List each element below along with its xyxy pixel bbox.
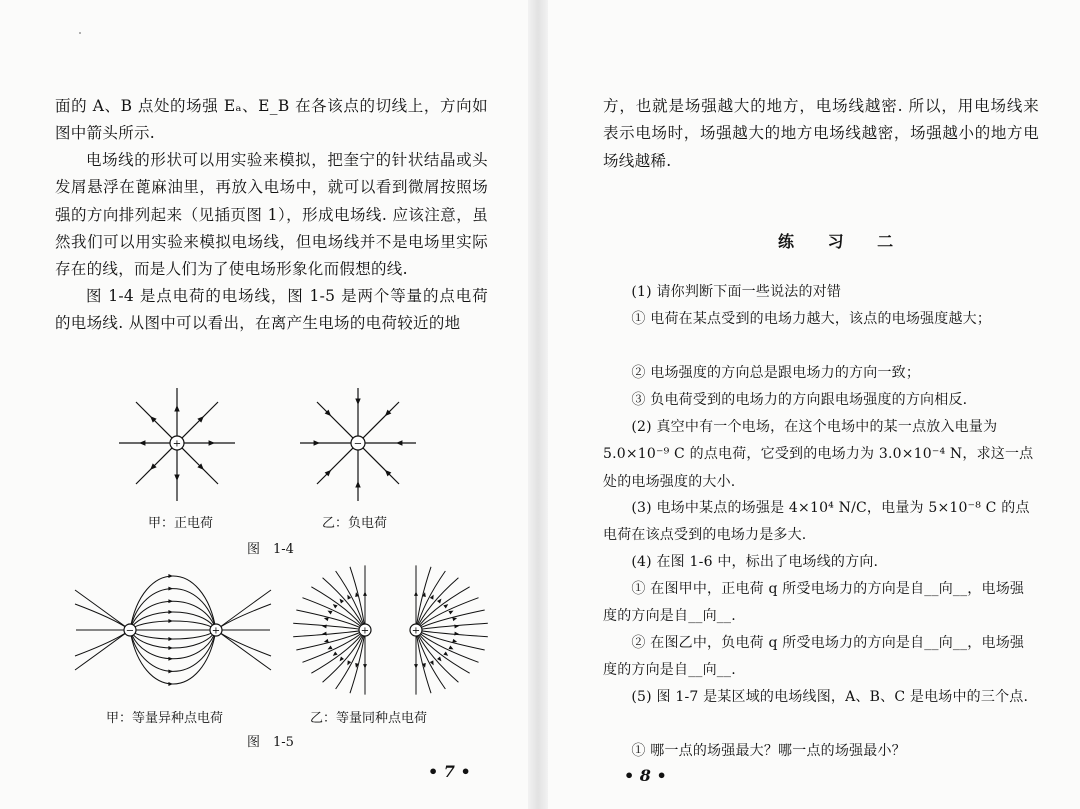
field-arrowhead <box>355 399 360 405</box>
field-arrowhead <box>340 657 344 662</box>
field-arrowhead <box>314 440 320 445</box>
field-arrowhead <box>324 639 329 643</box>
exercise-item: (5) 图 1-7 是某区域的电场线图，A、B、C 是电场中的三个点. <box>603 689 1029 705</box>
field-line <box>130 601 216 630</box>
field-arrowhead <box>355 481 360 487</box>
field-arrowhead <box>168 646 173 650</box>
left-paragraph-3: 图 1-4 是点电荷的电场线，图 1-5 是两个等量的点电荷的电场线. 从图中可以看出，在离产生电场的电荷较近的地 <box>55 287 488 333</box>
field-line <box>75 630 130 670</box>
field-arrowhead <box>333 604 338 608</box>
field-line <box>416 623 488 630</box>
right-paragraph-1: 方，也就是场强越大的地方，电场线越密. 所以，用电场线来表示电场时，场强越大的地方电场线越密，场强越小的地方电场线越稀. <box>603 97 1039 170</box>
field-line <box>293 630 365 637</box>
figure-1-5-caption-b: 乙：等量同种点电荷 <box>310 711 428 726</box>
charge-sign: + <box>211 625 221 637</box>
field-arrowhead <box>324 617 329 621</box>
field-arrowhead <box>168 619 173 623</box>
dipole-field <box>75 574 271 686</box>
exercise-item: (2) 真空中有一个电场，在这个电场中的某一点放入电量为 5.0×10⁻⁹ C 的点电荷，它受到的电场力为 3.0×10⁻⁴ N，求这一点处的电场强度的大小. <box>603 419 1034 490</box>
exercise-item: ① 在图甲中，正电荷 q 所受电场力的方向是自__向__，电场强度的方向是自__向__. <box>603 581 1025 625</box>
field-arrowhead <box>168 682 173 686</box>
field-arrowhead <box>209 440 215 445</box>
exercise-item: ① 哪一点的场强最大？哪一点的场强最小？ <box>603 743 906 759</box>
page-number-left: • 7 • <box>428 762 471 781</box>
field-arrowhead <box>396 440 402 445</box>
field-line <box>75 590 130 630</box>
field-arrowhead <box>363 664 367 669</box>
right-page <box>548 0 1080 809</box>
field-arrowhead <box>168 587 173 591</box>
field-line <box>317 402 353 438</box>
figure-1-5-caption-a: 甲：等量异种点电荷 <box>106 711 224 726</box>
field-line <box>130 621 216 630</box>
field-line <box>130 630 216 659</box>
left-page <box>0 0 528 809</box>
field-arrowhead <box>168 657 173 661</box>
field-arrowhead <box>452 617 457 621</box>
left-paragraph-1: 面的 A、B 点处的场强 Eₐ、E_B 在各该点的切线上，方向如图中箭头所示. <box>55 97 488 143</box>
exercise-item: (4) 在图 1-6 中，标出了电场线的方向. <box>603 554 879 570</box>
figure-1-4-caption-b: 乙：负电荷 <box>322 516 388 531</box>
field-arrowhead <box>363 591 367 596</box>
exercise-item: (1) 请你判断下面一些说法的对错 <box>603 284 842 300</box>
field-line <box>363 448 399 484</box>
field-arrowhead <box>443 604 448 608</box>
field-arrowhead <box>168 599 173 603</box>
field-arrowhead <box>333 652 338 656</box>
field-arrowhead <box>168 669 173 673</box>
field-line <box>75 630 130 656</box>
exercise-item: ③ 负电荷受到的电场力的方向跟电场强度的方向相反. <box>603 392 968 408</box>
charge-sign: − <box>125 625 135 637</box>
field-arrowhead <box>414 664 418 669</box>
field-arrowhead <box>327 611 332 615</box>
field-arrowhead <box>168 637 173 641</box>
field-arrowhead <box>174 475 179 481</box>
figure-1-4-title: 图 1-4 <box>247 542 294 557</box>
left-paragraph-2: 电场线的形状可以用实验来模拟，把奎宁的针状结晶或头发屑悬浮在蓖麻油里，再放入电场中，就可以看到微屑按照场强的方向排列起来（见插页图 1），形成电场线. 应该注意，虽然我们可以用实验来模拟电场线，但电场线并不是电场里实际存在的线，而是人们为了使电场形象化而假想的线. <box>55 151 488 279</box>
field-line <box>317 448 353 484</box>
field-line <box>416 630 488 637</box>
field-arrowhead <box>139 440 145 445</box>
field-arrowhead <box>168 574 173 578</box>
exercise-item: ② 电场强度的方向总是跟电场力的方向一致； <box>603 365 921 381</box>
speck <box>79 32 81 34</box>
exercise-item: (3) 电场中某点的场强是 4×10⁴ N/C，电量为 5×10⁻⁸ C 的点电荷在该点受到的电场力是多大. <box>603 500 1030 544</box>
page-number-right: • 8 • <box>624 766 667 785</box>
field-line <box>75 604 130 630</box>
field-line <box>216 604 271 630</box>
field-line <box>216 630 271 656</box>
exercise-item: ② 在图乙中，负电荷 q 所受电场力的方向是自__向__，电场强度的方向是自__向__. <box>603 635 1025 679</box>
field-arrowhead <box>327 646 332 650</box>
figure-1-4-diagram <box>110 388 430 508</box>
field-line <box>363 402 399 438</box>
exercise-title: 练 习 二 <box>778 232 908 251</box>
field-arrowhead <box>449 646 454 650</box>
field-arrowhead <box>414 591 418 596</box>
field-line <box>216 630 271 670</box>
field-arrowhead <box>437 657 441 662</box>
field-line <box>216 590 271 630</box>
figure-1-5-title: 图 1-5 <box>247 735 294 750</box>
like-charges-field <box>293 565 488 694</box>
field-line <box>130 630 216 639</box>
field-arrowhead <box>174 405 179 411</box>
field-arrowhead <box>437 599 441 604</box>
field-arrowhead <box>449 611 454 615</box>
charge-sign: + <box>360 625 370 637</box>
charge-sign: − <box>353 438 363 450</box>
book-gutter <box>528 0 548 809</box>
field-arrowhead <box>340 599 344 604</box>
charge-sign: + <box>172 438 182 450</box>
field-arrowhead <box>443 652 448 656</box>
field-arrowhead <box>168 610 173 614</box>
charge-sign: + <box>411 625 421 637</box>
figure-1-4-caption-a: 甲：正电荷 <box>148 516 214 531</box>
field-arrowhead <box>452 639 457 643</box>
exercise-item: ① 电荷在某点受到的电场力越大，该点的电场强度越大； <box>603 311 992 327</box>
figure-1-5-diagram <box>68 563 488 705</box>
field-line <box>293 623 365 630</box>
